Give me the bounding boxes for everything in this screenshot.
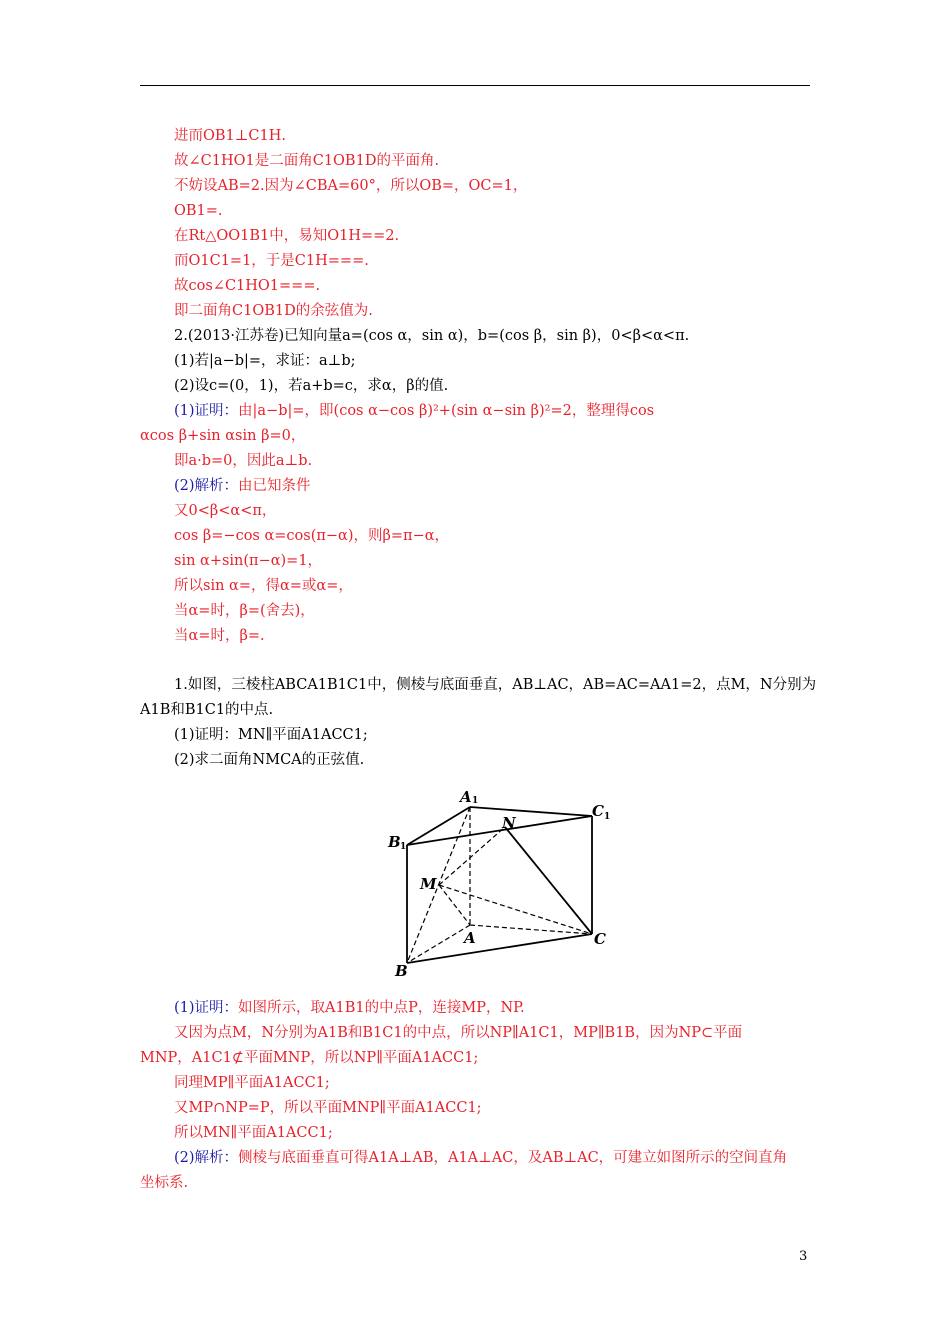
text-line: 同理MP∥平面A1ACC1; [174,1075,330,1091]
problem1-solution [174,1148,787,1168]
text-line: 不妨设AB=2.因为∠CBA=60°，所以OB=，OC=1， [174,178,528,194]
problem2-part1: (1)若|a−b|=，求证：a⊥b; [174,353,356,369]
text-line: cos β=−cos α=cos(π−α)，则β=π−α， [174,528,450,544]
label-c1: C [592,802,604,820]
text-line: 而O1C1=1，于是C1H===. [174,253,369,269]
problem1-part1: (1)证明：MN∥平面A1ACC1; [174,727,368,743]
solution-label: (2)解析： [174,1150,239,1166]
text-line: 故∠C1HO1是二面角C1OB1D的平面角. [174,153,440,169]
solution-text: 侧棱与底面垂直可得A1A⊥AB，A1A⊥AC，及AB⊥AC，可建立如图所示的空间直角 [238,1150,788,1166]
text-line: 当α=时，β=(舍去)， [174,603,315,619]
prism-figure [380,783,620,983]
label-b1-sub: 1 [400,842,407,852]
solution-text: 由已知条件 [238,478,311,494]
text-line: 又0<β<α<π， [174,503,277,519]
text-line: A1B和B1C1的中点. [140,702,274,718]
problem2-solution [174,476,311,496]
label-m: M [420,875,437,893]
solution-label: (2)解析： [174,478,239,494]
label-n: N [502,814,516,832]
label-a1-sub: 1 [472,796,479,806]
proof-label: (1)证明： [174,403,239,419]
text-line: αcos β+sin αsin β=0， [140,428,306,444]
text-line: 当α=时，β=. [174,628,265,644]
text-line: 在Rt△OO1B1中，易知O1H==2. [174,228,400,244]
label-c1-sub: 1 [604,812,611,822]
problem1-proof [174,998,525,1018]
problem2-statement: 2.(2013·江苏卷)已知向量a=(cos α，sin α)，b=(cos β，sin β)，0<β<α<π. [174,328,690,344]
header-rule [140,85,810,86]
proof-text: 由|a−b|=，即(cos α−cos β)²+(sin α−sin β)²=2，整理得cos [238,403,655,419]
text-line: MNP，A1C1⊄平面MNP，所以NP∥平面A1ACC1; [140,1050,479,1066]
problem2-proof [174,401,654,421]
text-line: OB1=. [174,203,223,219]
label-b: B [395,962,408,980]
text-line: 故cos∠C1HO1===. [174,278,321,294]
proof-label: (1)证明： [174,1000,239,1016]
proof-text: 如图所示，取A1B1的中点P，连接MP，NP. [238,1000,525,1016]
text-line: 进而OB1⊥C1H. [174,128,286,144]
label-a1: A [460,788,472,806]
text-line: 又因为点M，N分别为A1B和B1C1的中点，所以NP∥A1C1，MP∥B1B，因为NP⊂平面 [174,1025,743,1041]
page-number: 3 [799,1249,808,1264]
text-line: 即二面角C1OB1D的余弦值为. [174,303,373,319]
label-b1: B [388,833,401,851]
text-line: sin α+sin(π−α)=1， [174,553,323,569]
problem2-part2: (2)设c=(0，1)，若a+b=c，求α，β的值. [174,378,449,394]
text-line: 所以MN∥平面A1ACC1; [174,1125,333,1141]
problem1-part2: (2)求二面角NMCA的正弦值. [174,752,365,768]
text-line: 坐标系. [140,1175,189,1191]
text-line: 又MP∩NP=P，所以平面MNP∥平面A1ACC1; [174,1100,482,1116]
text-line: 所以sin α=，得α=或α=， [174,578,353,594]
label-a: A [464,929,476,947]
label-c: C [594,930,606,948]
text-line: 即a·b=0，因此a⊥b. [174,453,313,469]
problem1-statement: 1.如图，三棱柱ABCA1B1C1中，侧棱与底面垂直，AB⊥AC，AB=AC=AA1=2，点M，N分别为 [174,677,817,693]
